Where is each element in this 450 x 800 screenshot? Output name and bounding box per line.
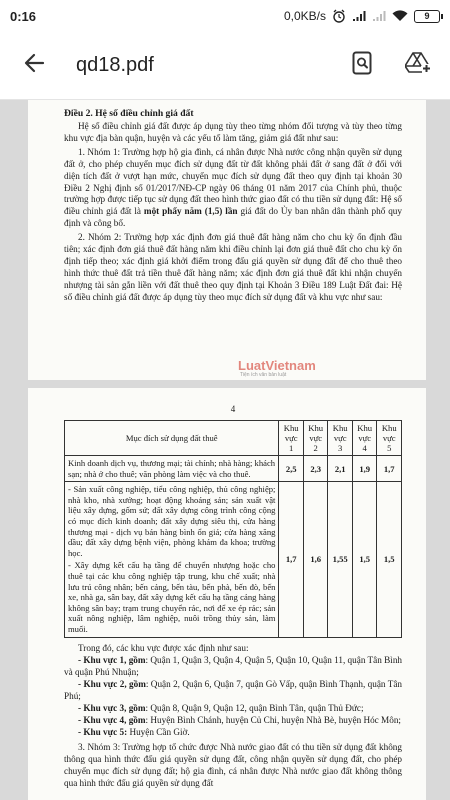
purpose-cell: Kinh doanh dịch vụ, thương mại; tài chính; nhà hàng; khách sạn; nhà ở cho thuê; văn phòng làm việc và cho thuê.: [65, 456, 279, 482]
value-cell: 1,6: [303, 482, 328, 637]
wifi-icon: [392, 10, 408, 22]
column-header: Khu vực 4: [352, 421, 377, 456]
app-toolbar: [0, 32, 450, 100]
alarm-icon: [332, 9, 346, 23]
zone-text: : Huyện Bình Chánh, huyện Củ Chi, huyện Nhà Bè, huyện Hóc Môn;: [145, 714, 401, 725]
purpose-item: - Sản xuất công nghiệp, tiểu công nghiệp, thủ công nghiệp; nhà kho, nhà xưởng; hoạt động khoáng sản; sản xuất vật liệu xây dựng, gốm sứ; đất xây dựng công trình công cộng có mục đích kinh doanh; đất xây dựng siêu thị, cửa hàng thương mại - dịch vụ bán hàng bình ổn giá; cửa hàng xăng dầu; đất xây dựng bệnh viện, phòng khám đa khoa; trường học.: [68, 484, 276, 558]
table-row: [65, 482, 402, 637]
column-header: Mục đích sử dụng đất thuê: [65, 421, 279, 456]
group1-tail: giá đất do Ủy ban nhân dân thành phố quy định và công bố.: [64, 206, 402, 229]
watermark-logo: LuatVietnam: [238, 358, 316, 373]
value-cell: 1,5: [352, 482, 377, 637]
group1-paragraph: [64, 147, 402, 230]
group1-bold: một phẩy năm (1,5) lần: [143, 206, 238, 217]
status-time: 0:16: [10, 8, 37, 24]
value-cell: 1,5: [377, 482, 402, 637]
zone-text: : Quận 1, Quận 3, Quận 4, Quận 5, Quận 10, Quận 11, quận Tân Bình và quận Phú Nhuận;: [64, 654, 403, 677]
value-cell: 2,3: [303, 456, 328, 482]
signal-icon: [352, 10, 366, 22]
intro-paragraph: Hệ số điều chỉnh giá đất được áp dụng tùy theo từng nhóm đối tượng và tùy theo từng khu vực địa bàn quận, huyện và các yếu tố làm tăng, giảm giá đất như sau:: [64, 121, 402, 143]
zone-label: - Khu vực 5:: [78, 726, 128, 737]
page-number: 4: [230, 404, 236, 414]
purpose-cell: [65, 482, 279, 637]
zone-item: [64, 726, 402, 738]
signal-icon-2: [372, 10, 386, 22]
column-header: Khu vực 3: [328, 421, 353, 456]
pdf-viewer[interactable]: [0, 100, 450, 800]
value-cell: 1,7: [279, 482, 304, 637]
zone-item: [64, 654, 402, 678]
group1-text: 1. Nhóm 1: Trường hợp hộ gia đình, cá nhân được Nhà nước công nhận quyền sử dụng đất ở, cho phép chuyển mục đích sử dụng đất từ đất không phải đất ở sang đất ở đối với diện tích đất ở vượt hạn mức, chuyển mục đích sử dụng đất theo quy định tại khoản 30 Điều 2 Nghị định số 01/2017/NĐ-CP ngày 06 tháng 01 năm 2017 của Chính phủ, thuộc trường hợp được tiếp tục sử dụng đất theo hình thức giao đất có thu tiền sử dụng đất: Hệ số điều chỉnh giá đất là: [64, 146, 402, 217]
zone-item: [64, 678, 402, 702]
value-cell: 2,1: [328, 456, 353, 482]
group3-paragraph: 3. Nhóm 3: Trường hợp tổ chức được Nhà nước giao đất có thu tiền sử dụng đất không thông qua hình thức đấu giá quyền sử dụng đất, công nhận quyền sử dụng đất, cho phép chuyển mục đích sử dụng đất; hộ gia đình, cá nhân được Nhà nước giao đất không thông qua hình thức đấu giá quyền sử dụng đất: [64, 741, 402, 788]
find-in-document-button[interactable]: [334, 38, 390, 94]
column-header: Khu vực 5: [377, 421, 402, 456]
zones-intro: Trong đó, các khu vực được xác định như sau:: [78, 642, 249, 653]
zone-text: : Quận 8, Quận 9, Quận 12, quận Bình Tân, quận Thủ Đức;: [145, 702, 364, 713]
column-header: Khu vực 1: [279, 421, 304, 456]
value-cell: 2,5: [279, 456, 304, 482]
group2-paragraph: 2. Nhóm 2: Trường hợp xác định đơn giá thuê đất hàng năm cho chu kỳ ổn định đầu tiên; xác định đơn giá thuê đất hàng năm khi điều chỉnh lại đơn giá thuê đất cho chu kỳ ổn định tiếp theo; xác định giá khởi điểm trong đấu giá quyền sử dụng đất để cho thuê theo hình thức thuê đất trả tiền thuê đất hàng năm; xác định đơn giá thuê đất khi nhận chuyển nhượng tài sản gắn liền với đất thuê theo quy định tại Khoản 3 Điều 189 Luật Đất đai: Hệ số điều chỉnh giá đất được áp dụng tùy theo mục đích sử dụng đất và khu vực như sau:: [64, 232, 402, 302]
zone-text: Huyện Cần Giờ.: [127, 726, 190, 737]
battery-icon: [414, 10, 440, 23]
google-drive-add-icon: [405, 52, 431, 79]
land-coefficient-table: [64, 420, 402, 638]
document-search-icon: [352, 51, 372, 80]
table-row: [65, 456, 402, 482]
article-heading: Điều 2. Hệ số điều chỉnh giá đất: [64, 108, 194, 119]
arrow-left-icon: [23, 52, 45, 79]
purpose-item: - Xây dựng kết cấu hạ tầng để chuyển nhượng hoặc cho thuê tại các khu công nghiệp tập trung, khu chế xuất; nhà lưu trú công nhân; bến cảng, bến tàu, bến phà, bến đò, bến xe, nhà ga, sân bay, đất xây dựng kết cấu hạ tầng cảng hàng không sân bay; trạm trung chuyển rác, nơi để xe ép rác; sản xuất nông nghiệp, lâm nghiệp, nuôi trồng thủy sản, làm muối.: [68, 560, 276, 634]
status-indicators: [284, 9, 440, 23]
zone-label: - Khu vực 2, gồm: [78, 678, 146, 689]
value-cell: 1,7: [377, 456, 402, 482]
column-header: Khu vực 2: [303, 421, 328, 456]
status-bar: [0, 0, 450, 32]
zone-label: - Khu vực 1, gồm: [78, 654, 146, 665]
add-to-drive-button[interactable]: [390, 38, 446, 94]
net-speed: 0,0KB/s: [283, 9, 326, 23]
value-cell: 1,9: [352, 456, 377, 482]
zone-label: - Khu vực 4, gồm: [78, 714, 146, 725]
zone-label: - Khu vực 3, gồm: [78, 702, 146, 713]
value-cell: 1,55: [328, 482, 353, 637]
pdf-page: [28, 388, 426, 800]
watermark-subtitle: Tiện ích văn bản luật: [240, 372, 287, 378]
battery-level: 9: [424, 11, 430, 21]
zone-item: [64, 714, 402, 726]
pdf-page: [28, 100, 426, 380]
document-title: qd18.pdf: [76, 54, 154, 76]
zone-text: : Quận 2, Quận 6, Quận 7, quận Gò Vấp, quận Bình Thạnh, quận Tân Phú;: [64, 678, 402, 701]
table-header-row: [65, 421, 402, 456]
back-button[interactable]: [6, 38, 62, 94]
zone-item: [64, 702, 402, 714]
